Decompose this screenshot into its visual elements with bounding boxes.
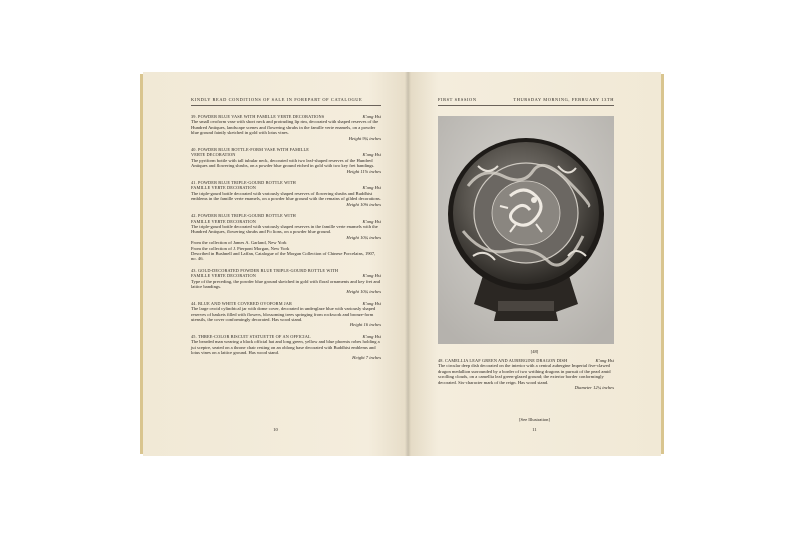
lot-measurement: Height 10¾ inches: [346, 289, 381, 295]
reign-mark: K'ang Hsi: [362, 273, 381, 279]
plate-number: [48]: [530, 349, 539, 354]
lot-title-cont: FAMILLE VERTE DECORATION: [191, 185, 257, 191]
right-page: [408, 72, 661, 456]
reign-mark: K'ang Hsi: [362, 152, 381, 158]
lot-title: 45. THREE-COLOR BISCUIT STATUETTE OF AN OFFICIAL: [191, 333, 311, 339]
reign-mark: K'ang Hsi: [362, 300, 381, 306]
book-gutter: [405, 72, 411, 456]
lot-description: The circular deep dish decorated on the interior with a central aubergine Imperial five-clawed dragon medallion surrounded by a border of two writhing dragons in pursuit of the pearl amid scrolling clouds, on a camellia leaf green-glazed ground; the exterior border conformingly decorated. Six-character mark of the reign. Has wood stand.: [438, 363, 611, 385]
lot-41: [191, 180, 381, 207]
provenance-line: From the collection of J. Pierpont Morgan, New York: [191, 245, 290, 251]
see-illustration-note: [See Illustration]: [519, 417, 550, 422]
lot-45: [191, 334, 381, 361]
lot-description: The large ovoid cylindrical jar with dome cover, decorated in underglaze blue with variously shaped reserves of baskets filled with flowers, blossoming trees springing from rockwork and bronze-form utensils, the cover conformingly decorated. Has wood stand.: [191, 306, 376, 322]
reign-mark: K'ang Hsi: [595, 358, 614, 363]
lot-title: 44. BLUE AND WHITE COVERED OVOFORM JAR: [191, 300, 292, 306]
lot-title: 43. GOLD-DECORATED POWDER BLUE TRIPLE-GOURD BOTTLE WITH: [191, 267, 339, 273]
lot-description: The triple-gourd bottle decorated with variously shaped reserves of flowering shrubs and Buddhist emblems in the famille verte enamels, on a powder blue ground with the remains of gilded decorations.: [191, 190, 381, 202]
lot-measurement: Height 16 inches: [349, 322, 381, 328]
page-number: 11: [532, 427, 537, 432]
lot-40: [191, 147, 381, 174]
lot-title: 41. POWDER BLUE TRIPLE-GOURD BOTTLE WITH: [191, 180, 296, 186]
header-rule: [191, 105, 381, 106]
lot-list: [191, 114, 381, 367]
lot-title: 42. POWDER BLUE TRIPLE-GOURD BOTTLE WITH: [191, 213, 296, 219]
lot-43: [191, 268, 381, 295]
lot-description: The small ovoform vase with short neck and protruding lip rim, decorated with shaped reserves of the Hundred Antiques, landscape scenes and flowering shrubs in the famille verte enamels, on a powder blue ground faintly sketched in gold with lotus vines.: [191, 119, 379, 136]
lot-measurement: Height 11⅞ inches: [346, 168, 381, 174]
lot-title: 48. CAMELLIA LEAF GREEN AND AUBERGINE DRAGON DISH: [438, 358, 568, 363]
lot-title: 39. POWDER BLUE VASE WITH FAMILLE VERTE DECORATIONS: [191, 114, 325, 119]
page-number: 10: [273, 427, 278, 432]
lot-description: The bearded man wearing a black official hat and long green, yellow and blue phoenix robes holding a jui sceptre, seated on a throne chair resting on an oblong base decorated with Buddhist emblems and lotus vines on a lattice ground. Has wood stand.: [191, 339, 380, 356]
date-header: THURSDAY MORNING, FEBRUARY 13TH: [513, 97, 614, 102]
lot-measurement: Height 7 inches: [352, 355, 381, 361]
lot-44: [191, 301, 381, 328]
lot-measurement: Diameter 12¼ inches: [574, 385, 614, 391]
reign-mark: K'ang Hsi: [362, 218, 381, 224]
lot-42: [191, 213, 381, 262]
lot-measurement: Height 10⅝ inches: [346, 201, 381, 207]
lot-description: Type of the preceding, the powder blue ground sketched in gold with floral ornaments and key fret and lattice bandings.: [191, 278, 380, 289]
lot-title-cont: VERTE DECORATION: [191, 152, 236, 158]
lot-measurement: Height 10¾ inches: [346, 234, 381, 240]
reign-mark: K'ang Hsi: [362, 185, 381, 191]
dragon-dish-photo: [438, 116, 614, 344]
open-catalogue: [143, 72, 661, 456]
lot-48: [438, 358, 614, 390]
provenance-line: From the collection of James A. Garland, New York: [191, 240, 287, 246]
running-header: KINDLY READ CONDITIONS OF SALE IN FOREPART OF CATALOGUE: [191, 97, 363, 102]
reign-mark: K'ang Hsi: [362, 333, 381, 339]
dragon-dish-image: [438, 116, 614, 344]
lot-title-cont: FAMILLE VERTE DECORATION: [191, 218, 257, 224]
lot-description: The triple-gourd bottle decorated with variously shaped reserves in the famille verte enamels with the Hundred Antiques, flowering shrubs and Fo lions, on a powder blue ground.: [191, 223, 378, 235]
header-rule: [438, 105, 614, 106]
left-page: [143, 72, 408, 456]
lot-description: The pyriform bottle with tall tubular neck, decorated with two leaf-shaped reserves of the Hundred Antiques and flowering shrubs, on a powder blue ground etched in gold with two key fret bandings.: [191, 157, 375, 169]
lot-measurement: Height 9¾ inches: [348, 135, 381, 141]
lot-title-cont: FAMILLE VERTE DECORATION: [191, 273, 257, 279]
lot-title: 40. POWDER BLUE BOTTLE-FORM VASE WITH FAMILLE: [191, 147, 310, 153]
literature-line: Described in Bushnell and Laffan, Catalogue of the Morgan Collection of Chinese Porcelains, 1907, no. 46.: [191, 250, 376, 262]
lot-39: [191, 114, 381, 141]
reign-mark: K'ang Hsi: [362, 114, 381, 119]
session-header: FIRST SESSION: [438, 97, 477, 102]
